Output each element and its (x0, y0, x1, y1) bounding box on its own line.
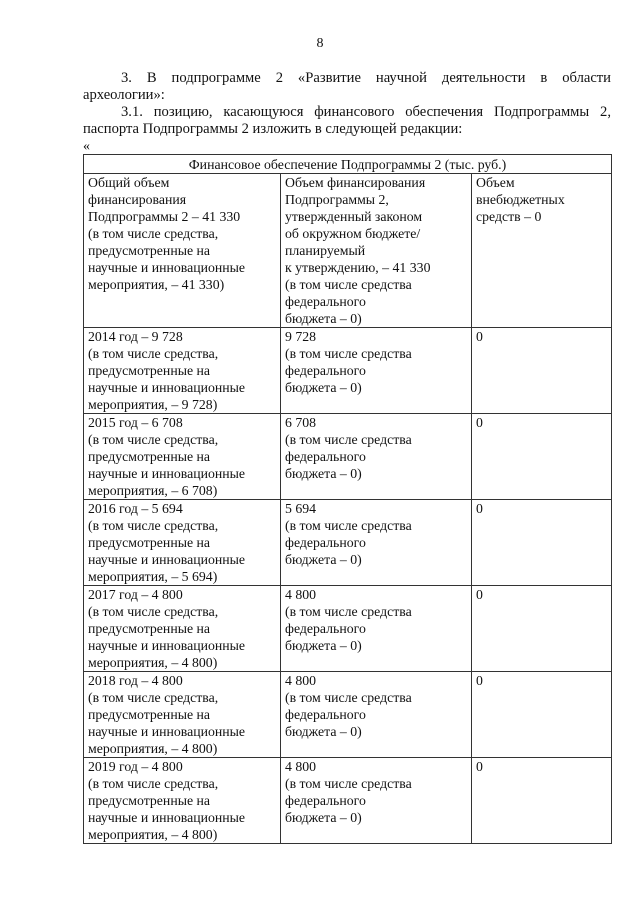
budget-cell: 9 728 (в том числе средства федерального бюджета – 0) (281, 328, 472, 414)
table-row (84, 672, 612, 758)
extrabudgetary-cell: 0 (472, 500, 612, 586)
paragraph-position-3-1 (83, 104, 611, 138)
budget-cell: 6 708 (в том числе средства федерального бюджета – 0) (281, 414, 472, 500)
table-row (84, 586, 612, 672)
page-number: 8 (316, 36, 324, 51)
budget-cell: 4 800 (в том числе средства федерального бюджета – 0) (281, 758, 472, 844)
header-extrabudgetary: Объем внебюджетных средств – 0 (472, 174, 612, 328)
extrabudgetary-cell: 0 (472, 414, 612, 500)
financing-table (83, 154, 612, 844)
table-title: Финансовое обеспечение Подпрограммы 2 (тыс. руб.) (84, 155, 612, 174)
budget-cell: 4 800 (в том числе средства федерального бюджета – 0) (281, 586, 472, 672)
header-approved-budget: Объем финансирования Подпрограммы 2, утвержденный законом об окружном бюджете/ планируемый к утверждению, – 41 330 (в том числе средства федерального бюджета – 0) (281, 174, 472, 328)
extrabudgetary-cell: 0 (472, 758, 612, 844)
table-row (84, 414, 612, 500)
table-title-row (84, 155, 612, 174)
year-total-cell: 2019 год – 4 800 (в том числе средства, предусмотренные на научные и инновационные мероприятия, – 4 800) (84, 758, 281, 844)
extrabudgetary-cell: 0 (472, 586, 612, 672)
table-row (84, 328, 612, 414)
header-total-volume: Общий объем финансирования Подпрограммы 2 – 41 330 (в том числе средства, предусмотренные на научные и инновационные мероприятия, – 41 330) (84, 174, 281, 328)
extrabudgetary-cell: 0 (472, 328, 612, 414)
paragraph-line: 3.1. позицию, касающуюся финансового обеспечения Подпрограммы 2, (121, 104, 611, 120)
table-row (84, 758, 612, 844)
table-header-row (84, 174, 612, 328)
paragraph-line: паспорта Подпрограммы 2 изложить в следующей редакции: (83, 121, 463, 137)
paragraph-subprogram-2 (83, 70, 611, 104)
paragraph-line: 3. В подпрограмме 2 «Развитие научной деятельности в области (121, 70, 611, 86)
paragraph-line: археологии»: (83, 87, 165, 103)
opening-quote-mark: « (83, 139, 90, 154)
year-total-cell: 2015 год – 6 708 (в том числе средства, предусмотренные на научные и инновационные мероприятия, – 6 708) (84, 414, 281, 500)
table-row (84, 500, 612, 586)
year-total-cell: 2016 год – 5 694 (в том числе средства, предусмотренные на научные и инновационные мероприятия, – 5 694) (84, 500, 281, 586)
budget-cell: 4 800 (в том числе средства федерального бюджета – 0) (281, 672, 472, 758)
year-total-cell: 2017 год – 4 800 (в том числе средства, предусмотренные на научные и инновационные мероприятия, – 4 800) (84, 586, 281, 672)
year-total-cell: 2014 год – 9 728 (в том числе средства, предусмотренные на научные и инновационные мероприятия, – 9 728) (84, 328, 281, 414)
year-total-cell: 2018 год – 4 800 (в том числе средства, предусмотренные на научные и инновационные мероприятия, – 4 800) (84, 672, 281, 758)
extrabudgetary-cell: 0 (472, 672, 612, 758)
budget-cell: 5 694 (в том числе средства федерального бюджета – 0) (281, 500, 472, 586)
